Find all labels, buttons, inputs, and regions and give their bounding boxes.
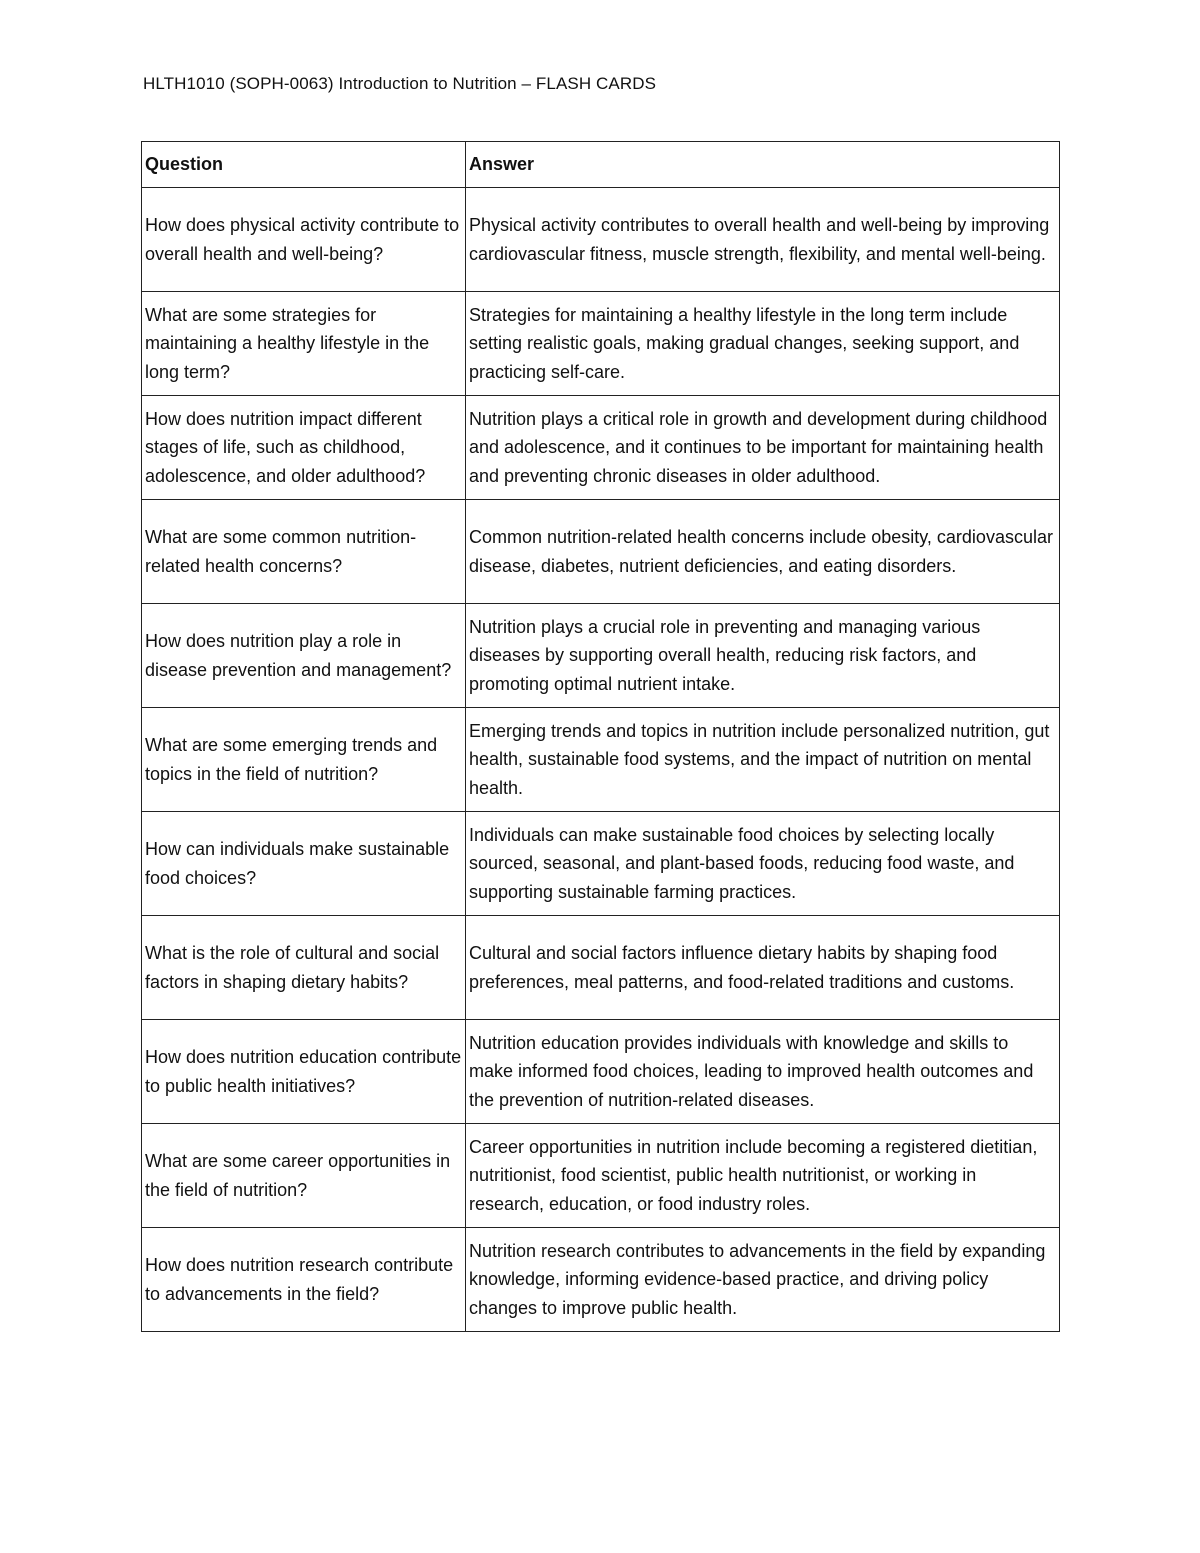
table-row bbox=[142, 292, 1060, 396]
table-row bbox=[142, 812, 1060, 916]
table-header-row bbox=[142, 142, 1060, 188]
column-header-question: Question bbox=[142, 142, 466, 188]
question-cell: How does nutrition education contribute to public health initiatives? bbox=[142, 1020, 466, 1124]
table-row bbox=[142, 1020, 1060, 1124]
question-cell: What are some strategies for maintaining a healthy lifestyle in the long term? bbox=[142, 292, 466, 396]
question-cell: How does physical activity contribute to overall health and well-being? bbox=[142, 188, 466, 292]
question-cell: What are some career opportunities in the field of nutrition? bbox=[142, 1124, 466, 1228]
answer-cell: Emerging trends and topics in nutrition include personalized nutrition, gut health, sustainable food systems, and the impact of nutrition on mental health. bbox=[466, 708, 1060, 812]
table-row bbox=[142, 1124, 1060, 1228]
document-header: HLTH1010 (SOPH-0063) Introduction to Nutrition – FLASH CARDS bbox=[143, 74, 657, 93]
question-cell: How can individuals make sustainable food choices? bbox=[142, 812, 466, 916]
table-row bbox=[142, 188, 1060, 292]
answer-cell: Cultural and social factors influence dietary habits by shaping food preferences, meal patterns, and food-related traditions and customs. bbox=[466, 916, 1060, 1020]
flash-cards-table bbox=[141, 141, 1060, 1332]
table-row bbox=[142, 396, 1060, 500]
answer-cell: Career opportunities in nutrition include becoming a registered dietitian, nutritionist, food scientist, public health nutritionist, or working in research, education, or food industry roles. bbox=[466, 1124, 1060, 1228]
answer-cell: Nutrition plays a critical role in growth and development during childhood and adolescence, and it continues to be important for maintaining health and preventing chronic diseases in older adulthood. bbox=[466, 396, 1060, 500]
answer-cell: Nutrition education provides individuals with knowledge and skills to make informed food choices, leading to improved health outcomes and the prevention of nutrition-related diseases. bbox=[466, 1020, 1060, 1124]
question-cell: How does nutrition play a role in disease prevention and management? bbox=[142, 604, 466, 708]
table-row bbox=[142, 916, 1060, 1020]
answer-cell: Individuals can make sustainable food choices by selecting locally sourced, seasonal, and plant-based foods, reducing food waste, and supporting sustainable farming practices. bbox=[466, 812, 1060, 916]
answer-cell: Nutrition research contributes to advancements in the field by expanding knowledge, informing evidence-based practice, and driving policy changes to improve public health. bbox=[466, 1228, 1060, 1332]
answer-cell: Nutrition plays a crucial role in preventing and managing various diseases by supporting overall health, reducing risk factors, and promoting optimal nutrient intake. bbox=[466, 604, 1060, 708]
question-cell: What is the role of cultural and social factors in shaping dietary habits? bbox=[142, 916, 466, 1020]
answer-cell: Common nutrition-related health concerns include obesity, cardiovascular disease, diabetes, nutrient deficiencies, and eating disorders. bbox=[466, 500, 1060, 604]
question-cell: How does nutrition impact different stages of life, such as childhood, adolescence, and older adulthood? bbox=[142, 396, 466, 500]
question-cell: What are some emerging trends and topics in the field of nutrition? bbox=[142, 708, 466, 812]
table-row bbox=[142, 708, 1060, 812]
answer-cell: Physical activity contributes to overall health and well-being by improving cardiovascular fitness, muscle strength, flexibility, and mental well-being. bbox=[466, 188, 1060, 292]
question-cell: What are some common nutrition-related health concerns? bbox=[142, 500, 466, 604]
table-row bbox=[142, 1228, 1060, 1332]
question-cell: How does nutrition research contribute to advancements in the field? bbox=[142, 1228, 466, 1332]
table-row bbox=[142, 500, 1060, 604]
column-header-answer: Answer bbox=[466, 142, 1060, 188]
answer-cell: Strategies for maintaining a healthy lifestyle in the long term include setting realistic goals, making gradual changes, seeking support, and practicing self-care. bbox=[466, 292, 1060, 396]
table-row bbox=[142, 604, 1060, 708]
